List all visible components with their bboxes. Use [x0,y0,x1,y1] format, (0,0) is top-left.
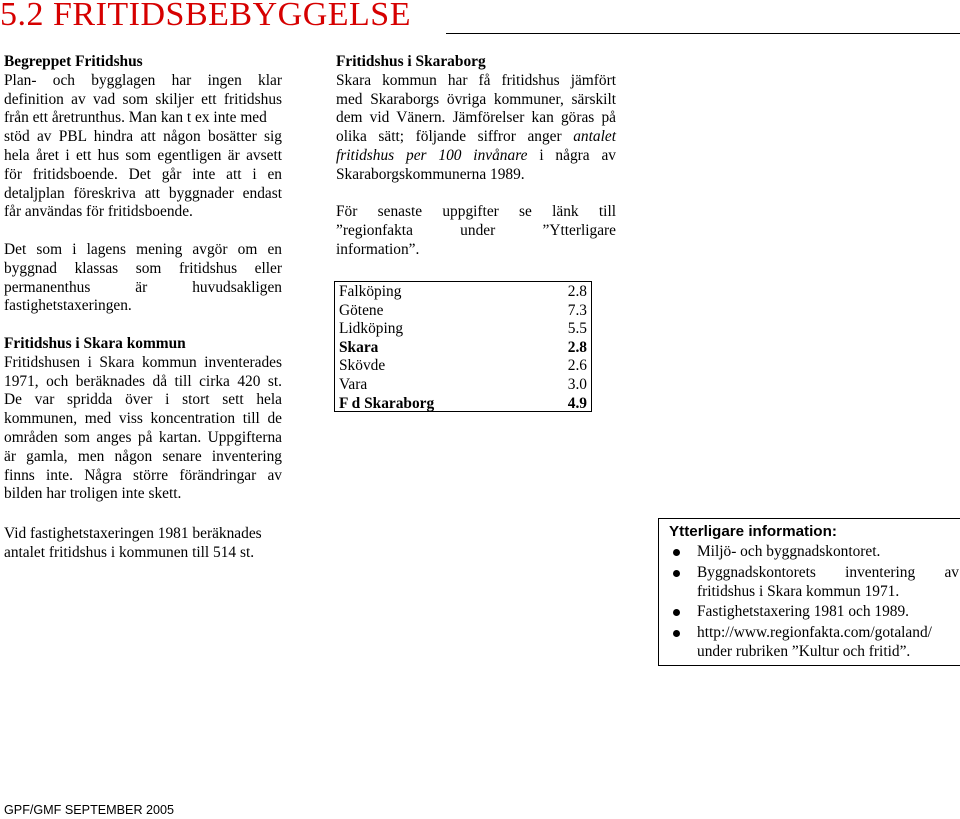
text-line [336,128,616,147]
list-item-text: Fastighetstaxering 1981 och 1989. [697,603,910,621]
text-line: permanenthus är huvudsakligen [4,278,282,296]
text-line: ”regionfakta under ”Ytterligare [336,222,616,240]
text-line [336,147,616,166]
table-cell-value: 7.3 [567,301,587,319]
table-cell-name: Falköping [339,283,402,300]
text-line: Plan- och bygglagen har ingen klar [4,71,282,89]
text-line: Vid fastighetstaxeringen 1981 beräknades [4,525,262,542]
section-text-lagens-mening [4,241,282,316]
text-line: definition av vad som skiljer ett fritidshus [4,90,282,108]
text-segment: i några av [539,146,616,164]
text-segment: olika sätt; följande siffror anger [336,128,562,146]
text-line: hela året i ett hus som egentligen är avsett [4,146,282,164]
table-cell-value: 4.9 [567,394,587,412]
text-line: för fritidsboende. Det går inte att i en [4,165,282,183]
text-line: får användas för fritidsboende. [4,203,193,221]
text-line: 1971, och beräknades då till cirka 420 st. [4,372,282,390]
bullet-icon [673,549,680,556]
info-title: Ytterligare information: [669,523,837,540]
text-line: Det som i lagens mening avgör om en [4,240,282,258]
table-row [339,394,587,413]
table-cell-name: Skara [339,338,379,356]
text-line: från ett åretrunthus. Man kan t ex inte med [4,109,267,127]
text-line: byggnad klassas som fritidshus eller [4,259,282,277]
text-line: bilden har troligen inte skett. [4,485,182,503]
text-line: stöd av PBL hindra att någon bosätter sig [4,128,282,146]
table-cell-name: Götene [339,301,384,319]
text-line: dem vid Vänern. Jämförelser kan göras på [336,109,616,127]
table-row [339,319,587,338]
table-cell-value: 2.6 [567,357,587,375]
section-heading-skaraborg: Fritidshus i Skaraborg [336,53,486,70]
table-cell-value: 3.0 [567,376,587,393]
bullet-icon [673,630,680,637]
bullet-icon [673,570,680,577]
text-line: fastighetstaxeringen. [4,297,132,315]
table-cell-name: Lidköping [339,320,404,338]
list-item-text: fritidshus i Skara kommun 1971. [697,582,900,600]
info-box [658,518,960,666]
text-segment-italic: fritidshus per 100 invånare [336,146,528,164]
table-cell-value: 2.8 [567,338,587,356]
list-item-text: under rubriken ”Kultur och fritid”. [697,642,911,660]
middle-column [336,53,616,260]
table-cell-name: F d Skaraborg [339,394,435,412]
taxering-note [4,525,304,563]
table-row [339,356,587,375]
info-list [669,543,959,664]
fritidshus-table [334,281,592,412]
table-cell-value: 2.8 [567,283,587,300]
table-row [339,375,587,394]
list-item [669,543,959,562]
text-line: För senaste uppgifter se länk till [336,203,616,221]
text-segment-italic: antalet [573,128,616,146]
table-cell-name: Vara [339,376,368,393]
title-underline [446,33,960,34]
text-line: områden som anges på kartan. Uppgifterna [4,428,282,446]
text-line: är gamla, men någon senare inventering [4,447,282,465]
text-line: Skara kommun har få fritidshus jämfört [336,71,616,89]
section-text-begreppet [4,72,282,222]
text-line: kommunen, med viss koncentration till de [4,410,282,428]
list-item [669,603,959,622]
table-row [339,301,587,320]
list-item-text: Byggnadskontorets inventering av [697,563,959,581]
section-text-skara-kommun [4,354,282,504]
list-item [669,564,959,602]
text-line: antalet fritidshus i kommunen till 514 st. [4,543,255,561]
text-line: med Skaraborgs övriga kommuner, särskilt [336,90,616,108]
table-cell-name: Skövde [339,357,386,375]
footer: GPF/GMF SEPTEMBER 2005 [4,803,175,817]
left-column [4,53,282,504]
bullet-icon [673,609,680,616]
text-line: information”. [336,240,420,258]
text-line: Skaraborgskommunerna 1989. [336,165,525,183]
table-cell-value: 5.5 [567,320,587,338]
text-line: De var spridda över i stort sett hela [4,391,282,409]
regionfakta-link[interactable]: http://www.regionfakta.com/gotaland/ [697,624,932,642]
table-row [339,282,587,301]
list-item-text: Miljö- och byggnadskontoret. [697,543,881,560]
page-title: 5.2 FRITIDSBEBYGGELSE [0,0,411,33]
text-line: finns inte. Några större förändringar av [4,466,282,484]
section-heading-begreppet: Begreppet Fritidshus [4,53,143,70]
section-heading-skara-kommun: Fritidshus i Skara kommun [4,334,186,352]
list-item[interactable] [669,624,959,662]
text-line: Fritidshusen i Skara kommun inventerades [4,353,282,371]
text-line: detaljplan föreskriva att byggnader endast [4,184,282,202]
table-row [339,338,587,357]
